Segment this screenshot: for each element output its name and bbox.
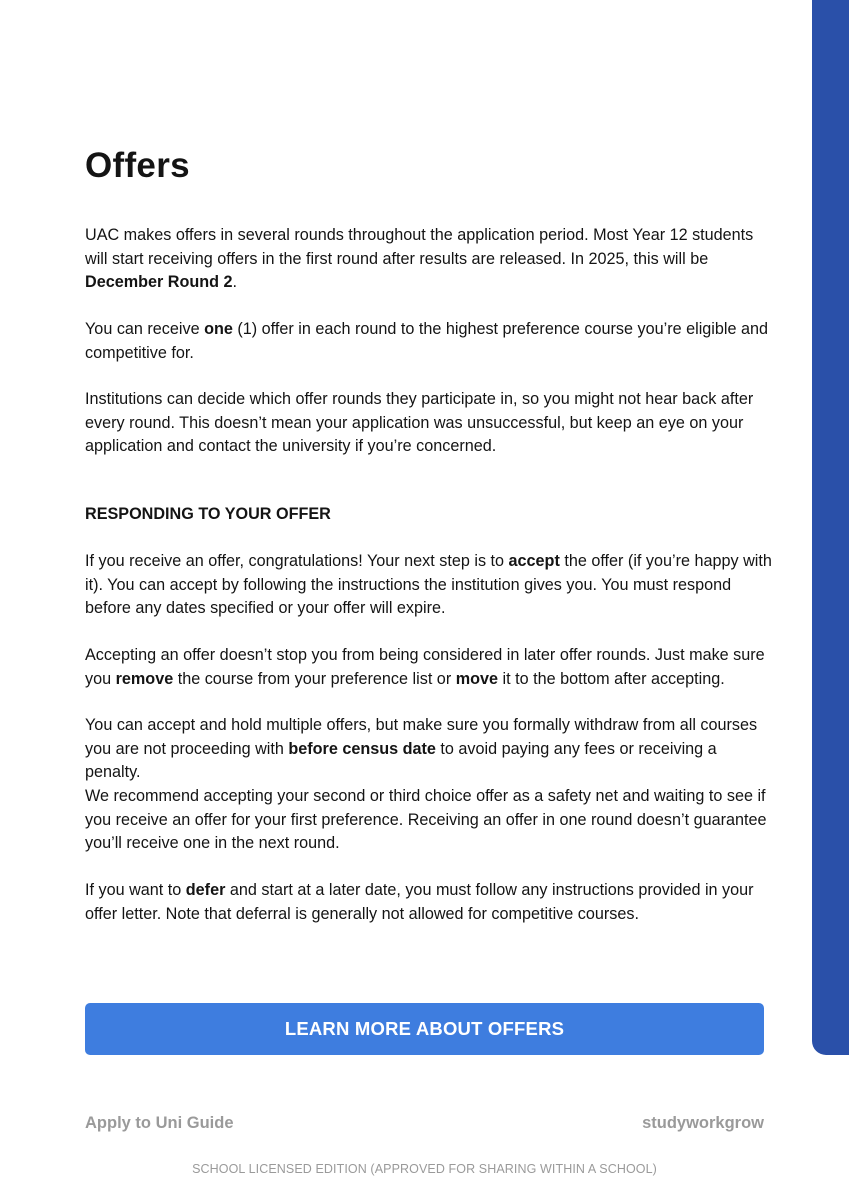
intro-p1-text-2: . xyxy=(232,273,238,291)
resp-p3-bold-1: before census date xyxy=(288,739,436,758)
resp-p3-text-2: to avoid paying any fees or receiving a penalty. xyxy=(85,739,717,781)
responding-paragraph-1 xyxy=(85,550,775,621)
resp-p5-text-2: and start at a later date, you must follow any instructions provided in your offer letter. Note that deferral is generally not allowed for competitive courses. xyxy=(85,881,754,923)
responding-paragraph-2 xyxy=(85,644,775,691)
footer-brand: studyworkgrow xyxy=(642,1114,764,1132)
intro-paragraph-2 xyxy=(85,318,775,365)
resp-p2-text-1: Accepting an offer doesn’t stop you from being considered in later offer rounds. Just make sure you xyxy=(85,646,765,688)
resp-p2-text-3: it to the bottom after accepting. xyxy=(498,669,725,688)
intro-p1-text-1: UAC makes offers in several rounds throughout the application period. Most Year 12 students will start receiving offers in the first round after results are released. In 2025, this will be xyxy=(85,226,754,268)
intro-p2-text-2: (1) offer in each round to the highest preference course you’re eligible and competitive for. xyxy=(85,320,768,362)
resp-p3-text-1: You can accept and hold multiple offers, but make sure you formally withdraw from all courses you are not proceeding with xyxy=(85,716,758,758)
page-title: Offers xyxy=(85,146,190,185)
resp-p5-bold-1: defer xyxy=(185,881,226,899)
resp-p5-text-1: If you want to xyxy=(85,881,186,899)
intro-p2-bold-1: one xyxy=(204,320,233,338)
responding-paragraph-3 xyxy=(85,714,775,785)
resp-p4-text-1: We recommend accepting your second or third choice offer as a safety net and waiting to see if you receive an offer for your first preference. Receiving an offer in one round doesn’t guarantee you’ll receive one in the next round. xyxy=(85,787,767,852)
intro-paragraph-1 xyxy=(85,224,775,295)
responding-paragraph-5 xyxy=(85,879,775,926)
learn-more-label: LEARN MORE ABOUT OFFERS xyxy=(284,1018,565,1039)
resp-p1-text-2: the offer (if you’re happy with it). You can accept by following the instructions the institution gives you. You must respond before any dates specified or your offer will expire. xyxy=(85,552,772,617)
side-accent-bar xyxy=(812,0,849,1055)
resp-p1-text-1: If you receive an offer, congratulations! Your next step is to xyxy=(85,552,509,570)
resp-p2-bold-2: move xyxy=(455,669,498,688)
learn-more-button[interactable] xyxy=(85,1003,764,1055)
responding-paragraph-4 xyxy=(85,785,775,856)
intro-p1-bold-1: December Round 2 xyxy=(85,273,233,291)
resp-p2-text-2: the course from your preference list or xyxy=(173,669,456,688)
intro-paragraph-3 xyxy=(85,388,775,459)
footer-guide-title: Apply to Uni Guide xyxy=(85,1114,234,1132)
footer-license-note: SCHOOL LICENSED EDITION (APPROVED FOR SHARING WITHIN A SCHOOL) xyxy=(192,1162,657,1176)
resp-p2-bold-1: remove xyxy=(115,669,174,688)
intro-p2-text-1: You can receive xyxy=(85,320,205,338)
intro-p3-text-1: Institutions can decide which offer rounds they participate in, so you might not hear back after every round. This doesn’t mean your application was unsuccessful, but keep an eye on your application and contact the university if you’re concerned. xyxy=(85,390,754,455)
section-heading-responding: RESPONDING TO YOUR OFFER xyxy=(85,505,331,523)
resp-p1-bold-1: accept xyxy=(508,552,560,570)
